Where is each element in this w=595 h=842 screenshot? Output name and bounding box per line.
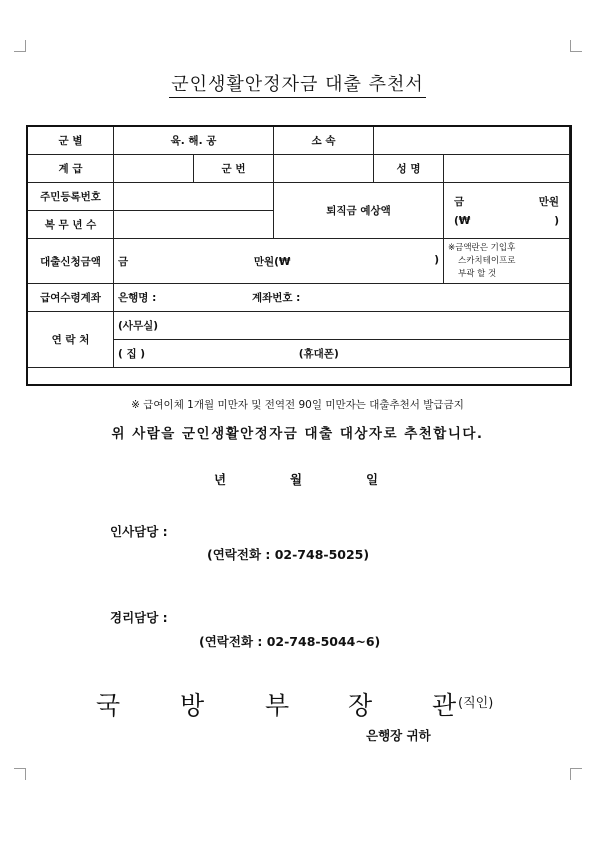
minister-char-1: 국 xyxy=(96,691,121,720)
crop-mark-bottom-right xyxy=(570,768,582,780)
applicant-form-table xyxy=(27,126,570,368)
mobile-phone-label: (휴대폰) xyxy=(298,348,339,360)
label-salary-account: 급여수령계좌 xyxy=(28,284,114,312)
label-military-branch: 군 별 xyxy=(28,127,114,155)
severance-won-open: (₩ xyxy=(454,215,471,227)
loan-amount-prefix: 금 xyxy=(118,255,129,268)
severance-won-close: ) xyxy=(554,215,559,227)
form-row-loan-amount xyxy=(28,239,570,284)
form-row-rank xyxy=(28,155,570,183)
label-resident-number: 주민등록번호 xyxy=(28,183,114,211)
label-severance-estimate: 퇴직금 예상액 xyxy=(274,183,444,239)
value-loan-amount-field[interactable] xyxy=(114,239,444,284)
form-row-category xyxy=(28,127,570,155)
note-line-3: 부곽 할 것 xyxy=(458,268,497,279)
value-service-number-field[interactable] xyxy=(274,155,374,183)
form-row-contact-office xyxy=(28,312,570,340)
minister-char-3: 부 xyxy=(265,691,290,720)
severance-unit: 만원 xyxy=(538,196,559,208)
label-service-number: 군 번 xyxy=(194,155,274,183)
minister-char-2: 방 xyxy=(180,691,205,720)
date-year: 년 xyxy=(214,472,227,487)
label-service-years: 복 무 년 수 xyxy=(28,211,114,239)
account-number-label: 계좌번호 : xyxy=(251,292,301,304)
finance-officer-label: 경리담당 : xyxy=(110,610,168,625)
minister-char-4: 장 xyxy=(348,691,373,720)
form-row-resident-number xyxy=(28,183,570,211)
addressee: 은행장 귀하 xyxy=(366,728,431,743)
date-month: 월 xyxy=(290,472,303,487)
value-unit-field[interactable] xyxy=(374,127,570,155)
recommendation-statement: 위 사람을 군인생활안정자금 대출 대상자로 추천합니다. xyxy=(111,426,484,442)
value-rank-field[interactable] xyxy=(114,155,194,183)
note-line-1: ※금액란은 기입후 xyxy=(448,242,516,253)
issuance-warning: ※ 급여이체 1개월 미만자 및 전역전 90일 미만자는 대출추천서 발급금지 xyxy=(131,399,464,411)
crop-mark-top-right xyxy=(570,40,582,52)
label-rank: 계 급 xyxy=(28,155,114,183)
severance-prefix: 금 xyxy=(454,196,465,208)
value-home-mobile-field[interactable] xyxy=(114,340,570,368)
loan-amount-close: ) xyxy=(434,253,439,266)
home-phone-label: ( 집 ) xyxy=(118,348,146,360)
note-line-2: 스카치테이프로 xyxy=(458,255,516,266)
label-contact: 연 락 처 xyxy=(28,312,114,368)
value-name-field[interactable] xyxy=(444,155,570,183)
loan-amount-unit: 만원(₩ xyxy=(253,255,291,268)
label-name: 성 명 xyxy=(374,155,444,183)
office-phone-label: (사무실) xyxy=(118,320,159,332)
official-seal-note: (직인) xyxy=(458,696,494,711)
value-resident-number-field[interactable] xyxy=(114,183,274,211)
label-unit: 소 속 xyxy=(274,127,374,155)
finance-officer-contact: (연락전화 : 02-748-5044~6) xyxy=(199,634,381,649)
crop-mark-top-left xyxy=(14,40,26,52)
loan-amount-note xyxy=(444,239,570,284)
value-service-years-field[interactable] xyxy=(114,211,274,239)
value-office-phone-field[interactable] xyxy=(114,312,570,340)
document-title: 군인생활안정자금 대출 추천서 xyxy=(0,70,595,96)
minister-char-5: 관 xyxy=(432,691,457,720)
hr-officer-contact: (연락전화 : 02-748-5025) xyxy=(207,547,370,562)
form-row-account xyxy=(28,284,570,312)
date-day: 일 xyxy=(366,472,379,487)
crop-mark-bottom-left xyxy=(14,768,26,780)
label-loan-amount: 대출신청금액 xyxy=(28,239,114,284)
hr-officer-label: 인사담당 : xyxy=(110,524,168,539)
value-severance-field[interactable] xyxy=(444,183,570,239)
value-salary-account-field[interactable] xyxy=(114,284,570,312)
value-military-branch[interactable]: 육. 해. 공 xyxy=(114,127,274,155)
bank-name-label: 은행명 : xyxy=(118,292,157,304)
